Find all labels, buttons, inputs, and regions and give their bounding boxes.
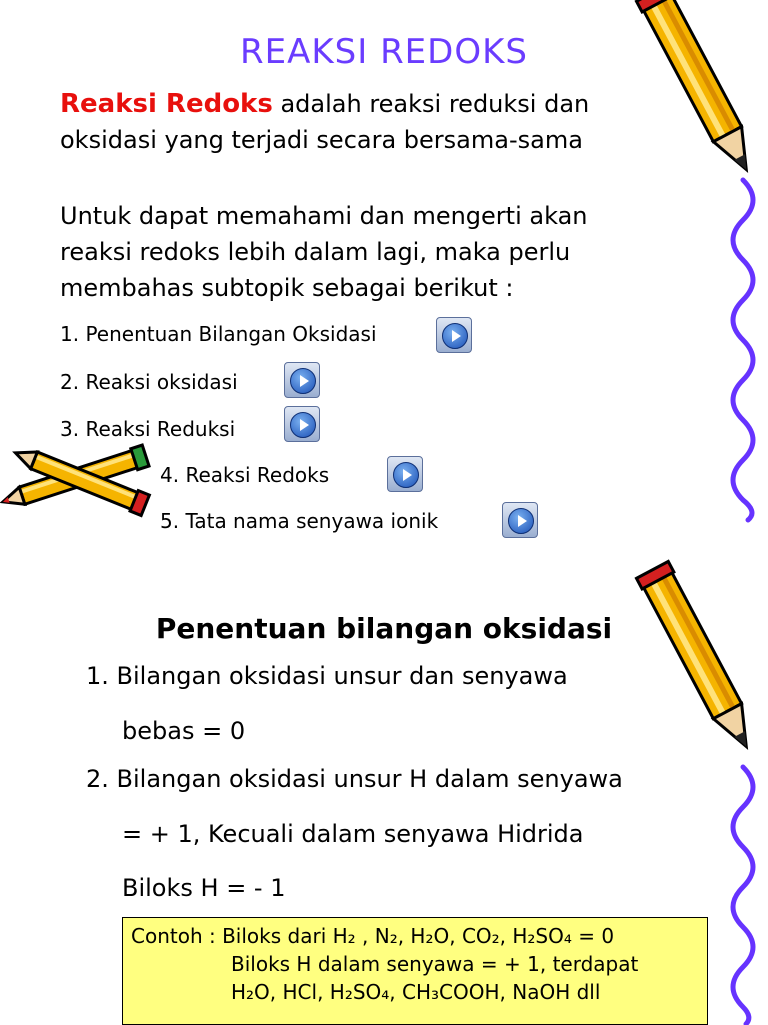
intro-line-1 <box>60 86 589 122</box>
paragraph-line-1: Untuk dapat memahami dan mengerti akan <box>60 202 588 230</box>
play-button-item-4[interactable] <box>387 456 423 492</box>
slide-title: REAKSI REDOKS <box>239 32 528 72</box>
play-button-item-1[interactable] <box>436 317 472 353</box>
intro-line-2: oksidasi yang terjadi secara bersama-sama <box>60 126 583 154</box>
crossed-pencils-icon <box>0 440 160 512</box>
paragraph-line-2: reaksi redoks lebih dalam lagi, maka perlu <box>60 238 571 266</box>
rule-1-line-1: 1. Bilangan oksidasi unsur dan senyawa <box>86 662 568 690</box>
play-button-icon <box>290 368 316 394</box>
list-item-1: 1. Penentuan Bilangan Oksidasi <box>60 322 377 346</box>
play-button-icon <box>442 323 468 349</box>
play-button-icon <box>393 462 419 488</box>
list-item-4: 4. Reaksi Redoks <box>160 463 330 487</box>
list-item-5: 5. Tata nama senyawa ionik <box>160 509 439 533</box>
wavy-line-decoration <box>718 767 768 1024</box>
rule-2-line-2: = + 1, Kecuali dalam senyawa Hidrida <box>122 820 584 848</box>
intro-highlight: Reaksi Redoks <box>60 89 273 119</box>
pencil-icon <box>640 0 768 180</box>
slide-2 <box>0 512 768 1024</box>
rule-1-line-2: bebas = 0 <box>122 717 246 745</box>
example-line-3: H₂O, HCl, H₂SO₄, CH₃COOH, NaOH dll <box>231 980 601 1004</box>
example-box <box>122 917 708 1025</box>
example-line-2: Biloks H dalam senyawa = + 1, terdapat <box>231 952 639 976</box>
example-line-1: Contoh : Biloks dari H₂ , N₂, H₂O, CO₂, H₂SO₄ = 0 <box>131 924 615 948</box>
play-button-icon <box>290 412 316 438</box>
play-button-item-2[interactable] <box>284 362 320 398</box>
rule-2-line-1: 2. Bilangan oksidasi unsur H dalam senyawa <box>86 765 623 793</box>
list-item-3: 3. Reaksi Reduksi <box>60 417 236 441</box>
play-button-item-3[interactable] <box>284 406 320 442</box>
paragraph-line-3: membahas subtopik sebagai berikut : <box>60 274 514 302</box>
section-title: Penentuan bilangan oksidasi <box>155 612 613 645</box>
list-item-2: 2. Reaksi oksidasi <box>60 370 238 394</box>
rule-2-line-3: Biloks H = - 1 <box>122 874 286 902</box>
intro-rest: adalah reaksi reduksi dan <box>272 90 590 118</box>
pencil-icon <box>640 572 768 762</box>
wavy-line-decoration <box>718 180 768 520</box>
